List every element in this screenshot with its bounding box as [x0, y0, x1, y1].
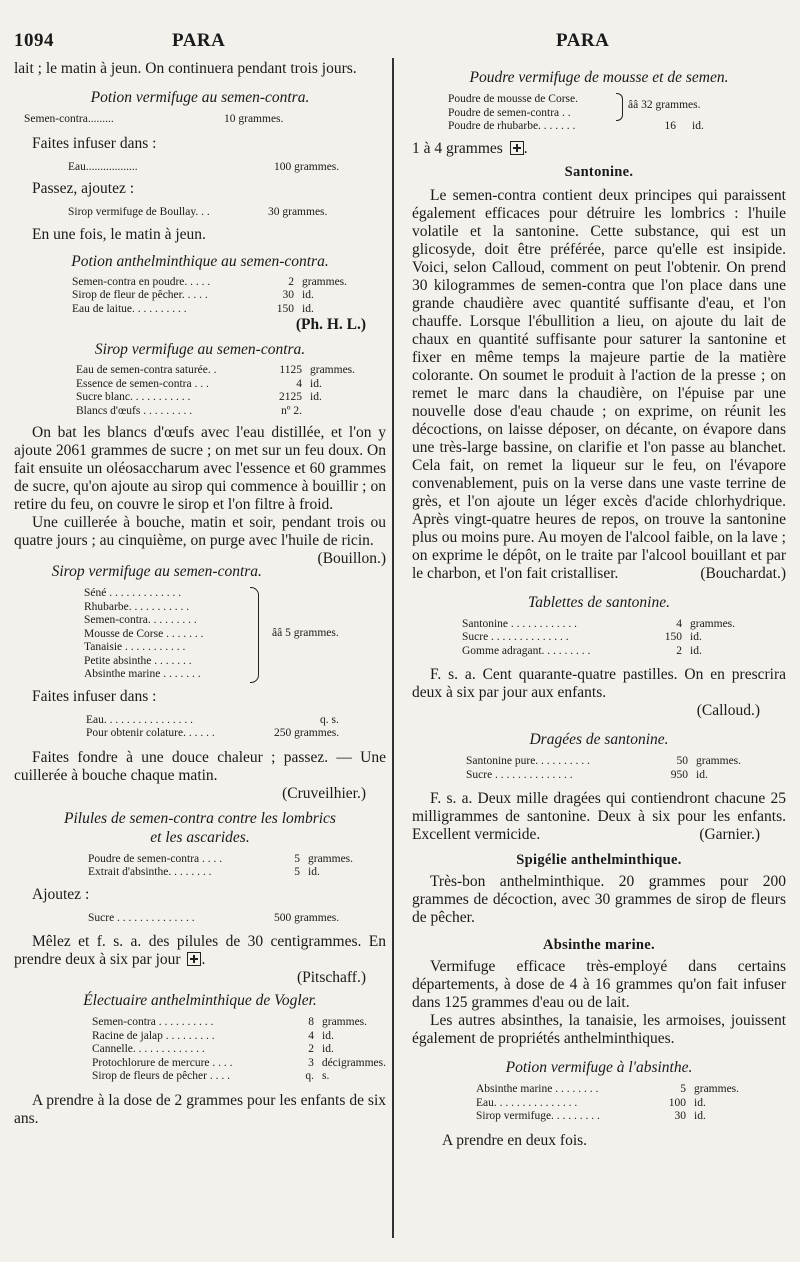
intro-text: lait ; le matin à jeun. On continuera pendant trois jours. — [14, 60, 357, 77]
paragraph: A prendre à la dose de 2 grammes pour les enfants de six ans. — [14, 1091, 386, 1127]
instruction: Faites infuser dans : — [32, 687, 157, 705]
ingredient-line: Eau de semen-contra saturée. . 1125 grammes. — [76, 364, 356, 376]
ingredient-list — [412, 755, 786, 782]
ingredient-line: Cannelle. . . . . . . . . . . . . 2 id. — [92, 1043, 334, 1055]
page-number: 1094 — [14, 30, 54, 51]
paragraph: F. s. a. Deux mille dragées qui contiendront chacune 25 milligrammes de santonine. Deux à six pour les enfants. Excellent vermicide. — [412, 790, 786, 843]
right-running-head: PARA — [556, 30, 610, 51]
paragraph: On bat les blancs d'œufs avec l'eau distillée, et l'on y ajoute 2061 grammes de sucre ; on met sur un feu doux. On fait ensuite un oléosaccharum avec l'essence et 60 grammes de sucre, qu'on ajoute au sirop qui commence à bouillir ; on retire du feu, on couvre le sirop et l'on filtre à froid. — [14, 424, 386, 513]
left-column — [14, 60, 386, 1128]
ingredient-line: Eau. . . . . . . . . . . . . . . . q. s. — [86, 713, 339, 726]
ingredient-line: Tanaisie . . . . . . . . . . . — [84, 641, 186, 653]
ingredient-line: Pour obtenir colature. . . . . . 250 grammes. — [86, 727, 340, 739]
ingredient-line: Poudre de semen-contra . . . . 5 grammes. — [88, 852, 354, 865]
ingredient-list — [14, 364, 386, 418]
author: (Ph. H. L.) — [295, 316, 366, 333]
ingredient-line: Essence de semen-contra . . . 4 id. — [76, 377, 322, 390]
recipe-title: Sirop vermifuge au semen-contra. — [51, 563, 262, 580]
ingredient-line: Santonine . . . . . . . . . . . . 4 grammes. — [462, 617, 736, 630]
paragraph: Une cuillerée à bouche, matin et soir, pendant trois ou quatre jours ; au cinquième, on purge avec l'huile de ricin. (Bouillon.) — [14, 514, 386, 567]
ingredient-line: Sirop vermifuge. . . . . . . . . 30 id. — [476, 1110, 706, 1122]
paragraph: Les autres absinthes, la tanaisie, les armoises, jouissent également de propriétés anthelminthiques. — [412, 1012, 786, 1047]
ingredient-line: Petite absinthe . . . . . . . — [84, 654, 192, 667]
author: (Calloud.) — [696, 702, 760, 719]
recipe-title: Sirop vermifuge au semen-contra. — [94, 341, 306, 358]
ingredient-line: Poudre de mousse de Corse. — [448, 93, 578, 105]
left-running-head: PARA — [172, 30, 226, 51]
recipe-title: Potion anthelminthique au semen-contra. — [71, 252, 329, 270]
ingredient-line: Sucre . . . . . . . . . . . . . . 950 id. — [466, 768, 708, 781]
ingredient-line: Sucre . . . . . . . . . . . . . . 150 id. — [462, 631, 702, 643]
recipe-title: Poudre vermifuge de mousse et de semen. — [469, 69, 729, 86]
section-heading: Spigélie anthelminthique. — [516, 852, 682, 868]
author: (Bouchardat.) — [700, 564, 786, 582]
paragraph: Vermifuge efficace très-employé dans certains départements, à dose de 4 à 16 grammes qu'on fait infuser dans 125 grammes d'eau ou de lait. — [412, 958, 786, 1011]
plus-sign-icon — [187, 952, 201, 966]
ingredient-line: Blancs d'œufs . . . . . . . . . nº 2. — [76, 404, 302, 417]
paragraph: A prendre en deux fois. — [442, 1131, 588, 1149]
ingredient-line: Poudre de rhubarbe. . . . . . . 16 id. — [448, 120, 704, 132]
ingredient-line: Semen-contra . . . . . . . . . . 8 grammes. — [92, 1016, 368, 1028]
ingredient-line: Poudre de semen-contra . . — [448, 106, 571, 119]
ingredient-line: Sirop de fleur de pêcher. . . . . 30 id. — [72, 289, 314, 301]
ingredient-line: Sucre blanc. . . . . . . . . . . 2125 id. — [76, 391, 322, 403]
ingredient-list — [412, 93, 786, 120]
ingredient-line: Absinthe marine . . . . . . . — [84, 668, 201, 680]
right-column — [412, 60, 786, 1150]
ingredient-line: Sirop de fleurs de pêcher . . . . q. s. — [92, 1070, 330, 1082]
ingredient-line: Sucre . . . . . . . . . . . . . . 500 grammes. — [88, 911, 340, 924]
ingredient-list — [14, 853, 386, 880]
column-divider — [392, 58, 394, 1238]
ingredient-line: Extrait d'absinthe. . . . . . . . 5 id. — [88, 866, 320, 878]
instruction: Passez, ajoutez : — [32, 180, 135, 197]
author: (Garnier.) — [699, 826, 760, 843]
ingredient-line: Santonine pure. . . . . . . . . . 50 grammes. — [466, 755, 742, 767]
ingredient-list — [14, 276, 386, 317]
paragraph: Très-bon anthelminthique. 20 grammes pour 200 grammes de décoction, avec 30 grammes de sirop de fleurs de pêcher. — [412, 873, 786, 926]
ingredient-list — [412, 1083, 786, 1124]
ingredient-line: Eau de laitue. . . . . . . . . . 150 id. — [72, 302, 314, 315]
ingredient-line: Absinthe marine . . . . . . . . 5 grammes. — [476, 1083, 740, 1095]
ingredient-line: Séné . . . . . . . . . . . . . — [84, 587, 182, 599]
ingredient-line: Gomme adragant. . . . . . . . . 2 id. — [462, 644, 702, 657]
ingredient-list — [14, 587, 386, 682]
ingredient-line: Rhubarbe. . . . . . . . . . . — [84, 600, 190, 613]
recipe-title: Dragées de santonine. — [529, 731, 669, 748]
recipe-title: Potion vermifuge à l'absinthe. — [505, 1059, 693, 1076]
section-heading: Santonine. — [564, 163, 634, 180]
ingredient-line: Sirop vermifuge de Boullay. . . 30 grammes. — [68, 206, 328, 218]
ingredient-line: Racine de jalap . . . . . . . . . 4 id. — [92, 1029, 334, 1042]
brace-quantity: ââ 32 grammes. — [628, 99, 701, 111]
paragraph: Le semen-contra contient deux principes qui paraissent également efficaces pour détruire les lombrics : l'huile volatile et la santonine. Cette substance, qui est un glicosyde, doit être préférée, parce qu'elle est insipide. Voici, selon Calloud, comment on peut l'obtenir. On prend 30 kilogrammes de semen-contra que l'on place dans une grande chaudière avec quantité suffisante d'eau, et l'on chauffe. Lorsque l'ébullition a lieu, on ajoute du lait de chaux en quantité suffisante pour saturer la santonine et fixer en même temps la majeure partie de la matière colorante. On soumet le produit à l'action de la presse ; on remet le marc dans la chaudière, on l'épuise par une nouvelle dose d'eau chaude ; on exprime, on réunit les décoctions, on laisse déposer, on décante, on évapore dans une très-large bassine, on clarifie et l'on passe au blanchet. Cela fait, on remet la liqueur sur le feu, on l'évapore convenablement, puis on la verse dans une vaste terrine de grès, et l'on ajoute un léger excès d'acide chlorhydrique. Après vingt-quatre heures de repos, on trouve la santonine plus ou moins pure. Au moyen de l'alcool faible, on la lave ; on exprime le dépôt, on le traite par l'alcool bouillant et par le charbon, et l'on fait cristalliser. (Bouchardat.) — [412, 186, 786, 582]
ingredient-line: Semen-contra. . . . . . . . . — [84, 614, 197, 626]
recipe-title: Tablettes de santonine. — [528, 593, 670, 611]
section-heading: Absinthe marine. — [543, 937, 655, 953]
instruction: En une fois, le matin à jeun. — [32, 225, 206, 243]
ingredient-list — [412, 618, 786, 659]
dose: 1 à 4 grammes . — [412, 139, 528, 157]
ingredient-line: Semen-contra......... 10 grammes. — [24, 113, 284, 125]
instruction: Ajoutez : — [32, 885, 90, 903]
instruction: Faites infuser dans : — [32, 134, 157, 152]
brace — [616, 93, 623, 121]
brace-quantity: ââ 5 grammes. — [272, 627, 339, 639]
paragraph: Mêlez et f. s. a. des pilules de 30 centigrammes. En prendre deux à six par jour . — [14, 933, 386, 968]
recipe-title: Électuaire anthelminthique de Vogler. — [83, 992, 317, 1009]
ingredient-line: Eau. . . . . . . . . . . . . . . 100 id. — [476, 1096, 706, 1109]
paragraph: Faites fondre à une douce chaleur ; passez. — Une cuillerée à bouche chaque matin. — [14, 748, 386, 784]
ingredient-list — [14, 1016, 386, 1084]
ingredient-line: Eau.................. 100 grammes. — [68, 160, 340, 173]
recipe-title: et les ascarides. — [150, 828, 250, 846]
recipe-title: Potion vermifuge au semen-contra. — [90, 89, 310, 106]
author: (Cruveilhier.) — [282, 784, 366, 802]
recipe-title: Pilules de semen-contra contre les lombrics — [64, 809, 336, 827]
ingredient-line: Mousse de Corse . . . . . . . — [84, 627, 204, 640]
author: (Pitschaff.) — [296, 969, 366, 986]
paragraph: F. s. a. Cent quarante-quatre pastilles. On en prescrira deux à six par jour aux enfants. — [412, 666, 786, 701]
ingredient-line: Protochlorure de mercure . . . . 3 décigrammes. — [92, 1056, 386, 1069]
author: (Bouillon.) — [317, 550, 386, 567]
plus-sign-icon — [510, 141, 524, 155]
brace — [250, 587, 259, 683]
ingredient-line: Semen-contra en poudre. . . . . 2 grammes. — [72, 275, 348, 288]
